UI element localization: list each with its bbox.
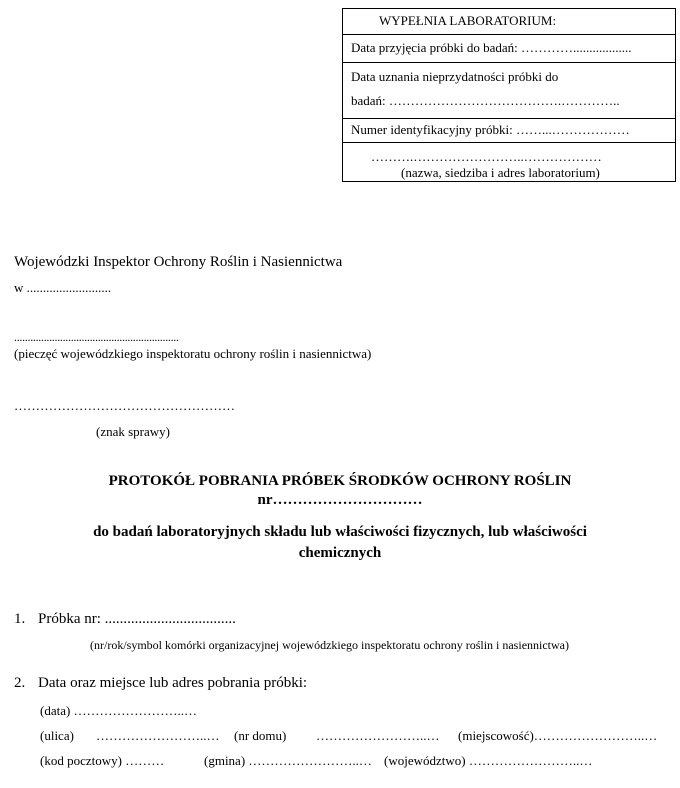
city-field[interactable]: (miejscowość)……………………..… bbox=[458, 728, 658, 743]
unfit-date-field[interactable]: badań: ………………………………….………….. bbox=[351, 93, 620, 108]
sample-number-field[interactable]: Próbka nr: ................................... bbox=[38, 611, 236, 627]
lab-receipt-row bbox=[343, 35, 675, 63]
laboratory-box bbox=[342, 8, 676, 182]
sample-id-field[interactable]: Numer identyfikacyjny próbki: ……...……………… bbox=[351, 122, 630, 137]
street-field[interactable]: ……………………..… bbox=[96, 728, 220, 743]
voivodeship-field[interactable]: (województwo) ……………………..… bbox=[384, 753, 593, 768]
case-number-field[interactable]: …………………………………………… bbox=[14, 398, 235, 413]
lab-name-caption: (nazwa, siedziba i adres laboratorium) bbox=[401, 165, 600, 180]
protocol-number-field[interactable]: nr………………………… bbox=[257, 492, 423, 508]
case-number-caption: (znak sprawy) bbox=[96, 424, 170, 439]
postal-code-field[interactable]: (kod pocztowy) ……… bbox=[40, 753, 165, 768]
lab-id-row bbox=[343, 119, 675, 143]
house-number-field[interactable]: ……………………..… bbox=[316, 728, 440, 743]
unfit-date-label: Data uznania nieprzydatności próbki do bbox=[351, 69, 559, 84]
stamp-caption: (pieczęć wojewódzkiego inspektoratu ochrony roślin i nasiennictwa) bbox=[14, 346, 372, 361]
inspector-location-field[interactable]: w .......................... bbox=[14, 280, 112, 295]
receipt-date-field[interactable]: Data przyjęcia próbki do badań: ………….................. bbox=[351, 40, 632, 55]
section1-number: 1. bbox=[14, 611, 26, 627]
street-label: (ulica) bbox=[40, 728, 74, 743]
inspector-title: Wojewódzki Inspektor Ochrony Roślin i Nasiennictwa bbox=[14, 254, 343, 270]
protocol-subtitle-line1: do badań laboratoryjnych składu lub właściwości fizycznych, lub właściwości bbox=[93, 524, 587, 540]
section2-number: 2. bbox=[14, 675, 26, 691]
commune-field[interactable]: (gmina) ……………………..… bbox=[204, 753, 372, 768]
house-number-label: (nr domu) bbox=[234, 728, 287, 743]
sample-number-caption: (nr/rok/symbol komórki organizacyjnej wojewódzkiego inspektoratu ochrony roślin i nasiennictwa) bbox=[90, 638, 569, 652]
lab-name-field[interactable]: ……….……………………..……………… bbox=[371, 149, 602, 164]
lab-header-row bbox=[343, 9, 675, 35]
protocol-title: PROTOKÓŁ POBRANIA PRÓBEK ŚRODKÓW OCHRONY ROŚLIN bbox=[108, 473, 572, 489]
sampling-date-field[interactable]: (data) ……………………..… bbox=[40, 703, 198, 718]
lab-header: WYPEŁNIA LABORATORIUM: bbox=[379, 13, 557, 28]
lab-unfit-row bbox=[343, 63, 675, 119]
stamp-field[interactable]: ............................................................. bbox=[14, 330, 179, 344]
protocol-subtitle-line2: chemicznych bbox=[298, 545, 382, 561]
lab-name-row bbox=[343, 143, 675, 183]
section2-title: Data oraz miejsce lub adres pobrania próbki: bbox=[38, 675, 308, 691]
